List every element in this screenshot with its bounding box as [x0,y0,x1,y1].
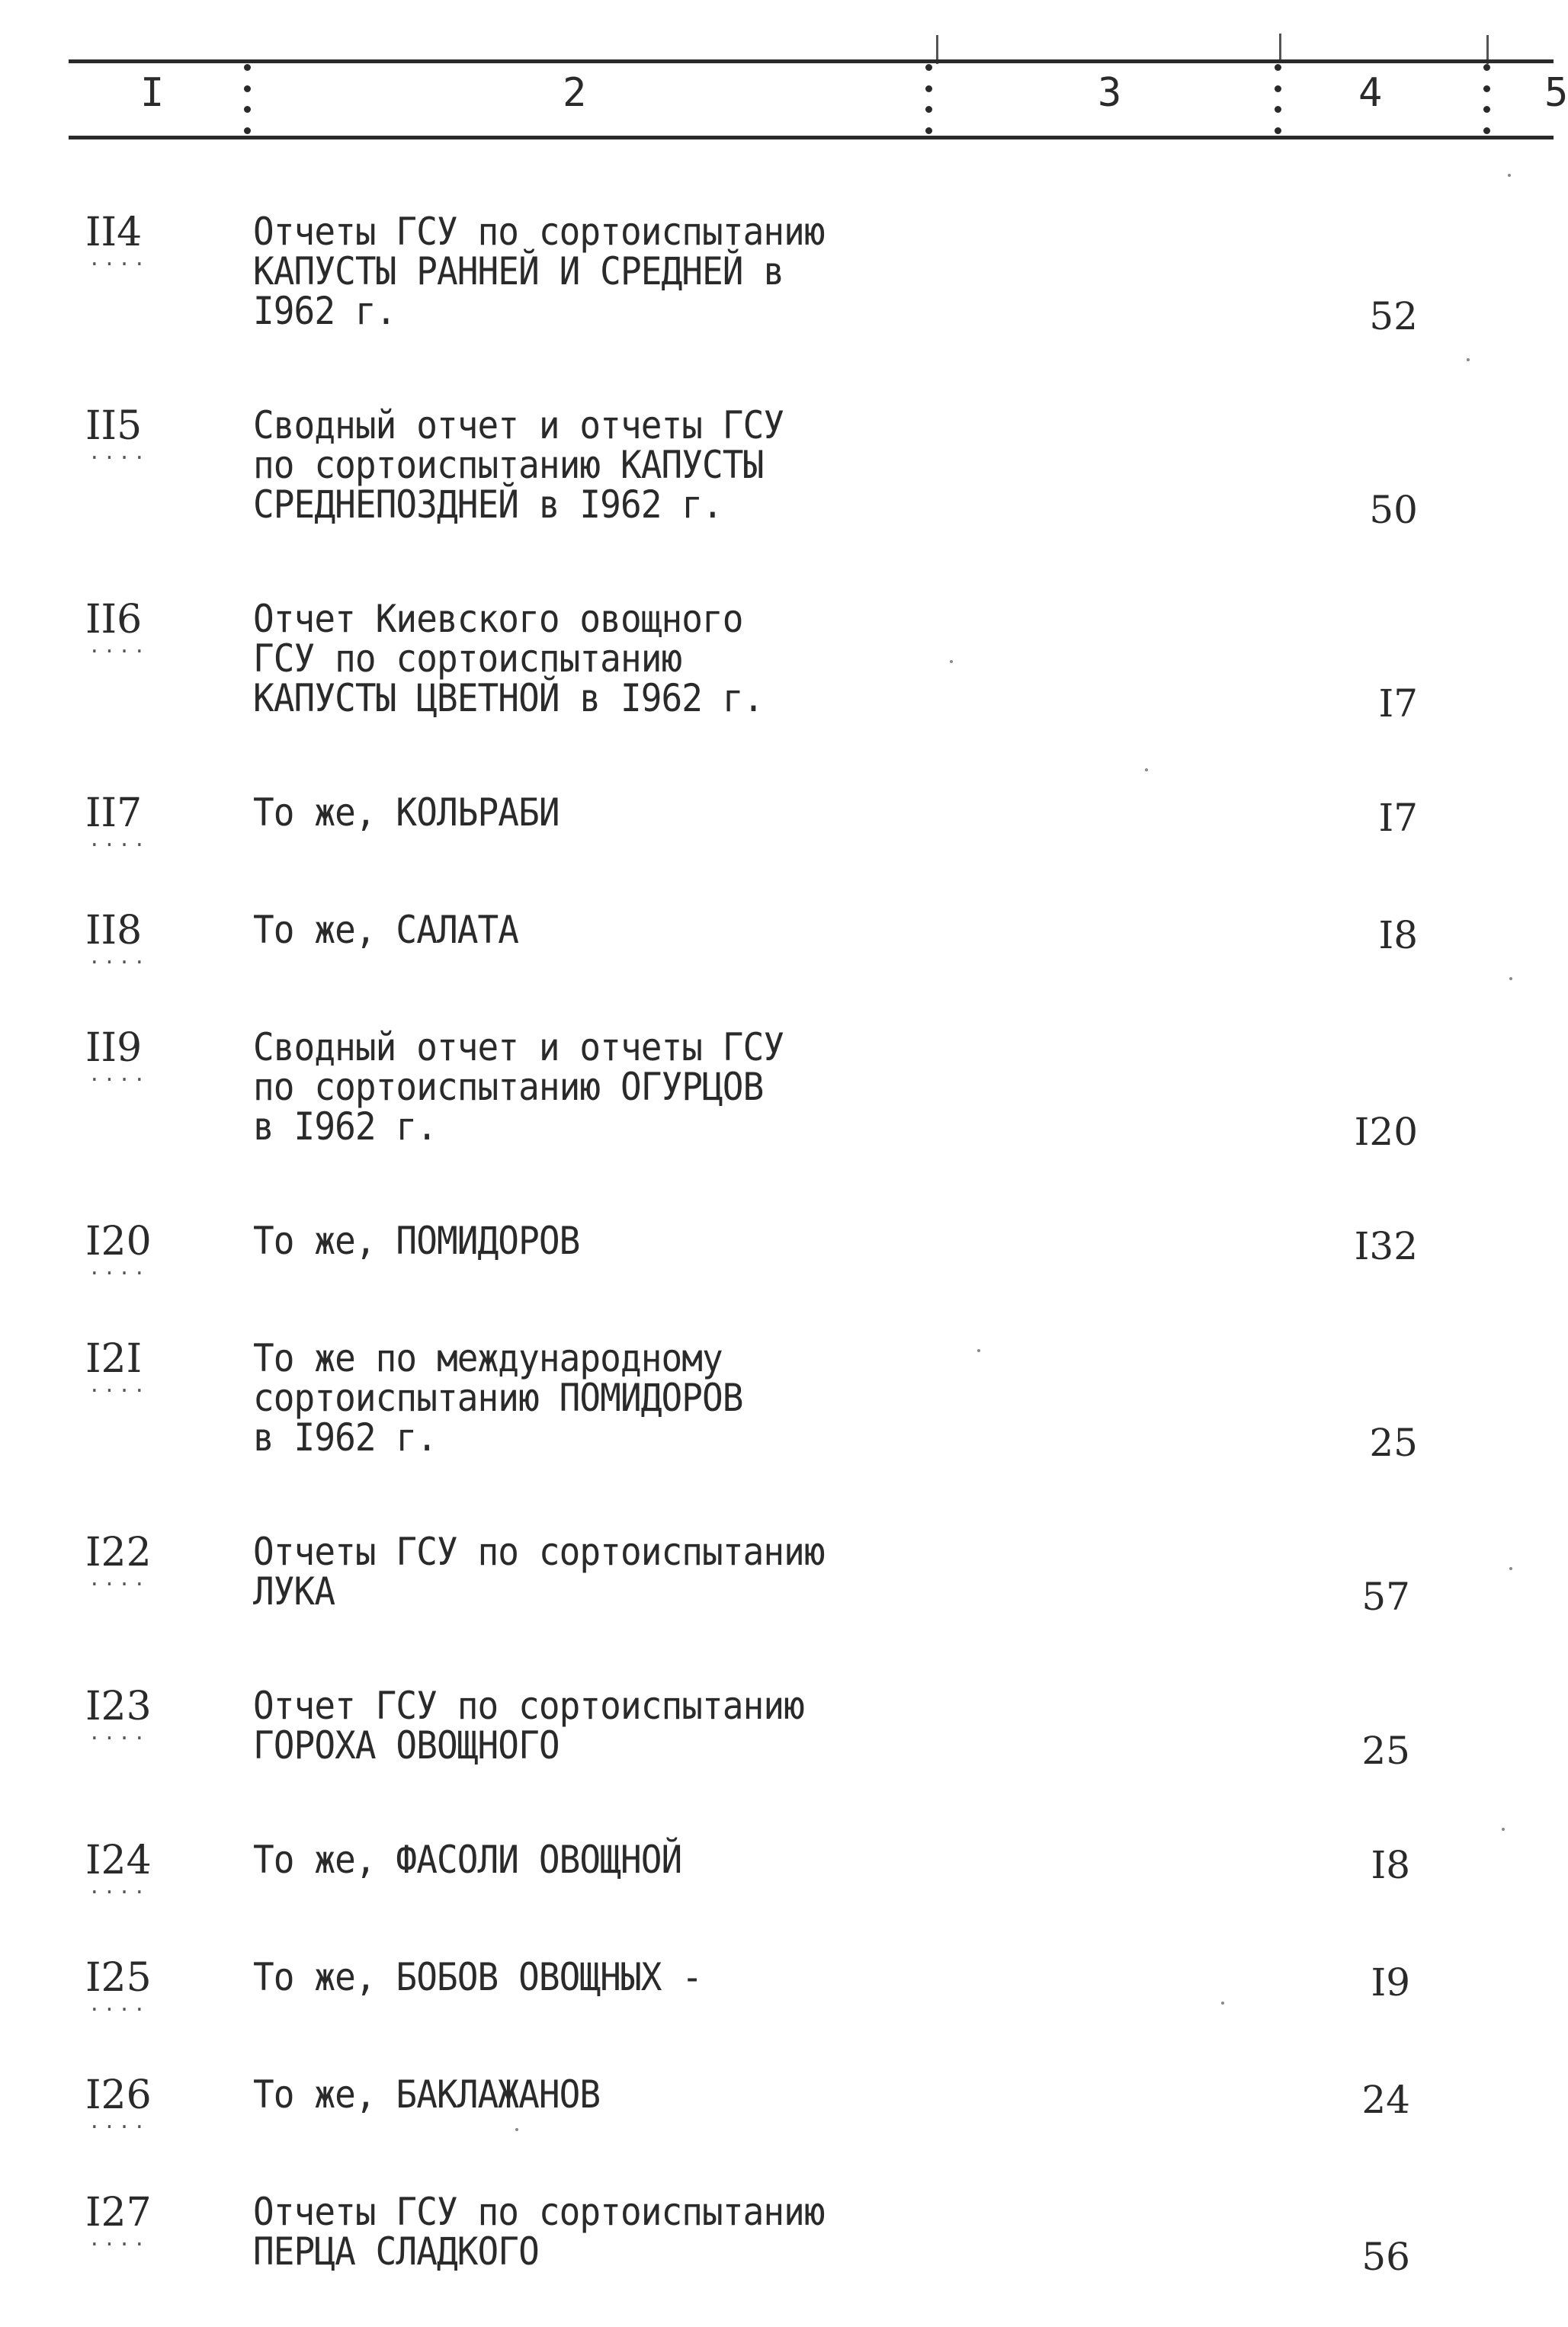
row-number: I22 [85,1530,152,1575]
row-title-line: КАПУСТЫ РАННЕЙ И СРЕДНЕЙ в [253,249,784,293]
row-page-count: I7 [1378,681,1418,726]
column-header-3: 3 [1098,70,1122,116]
row-title [253,910,919,950]
row-title-line: ГОРОХА ОВОЩНОГО [253,1723,560,1768]
column-header-4: 4 [1358,70,1383,116]
row-title-line: То же, КОЛЬРАБИ [253,790,560,835]
row-title-line: То же, САЛАТА [253,908,519,952]
row-title-line: по сортоиспытанию ОГУРЦОВ [253,1065,764,1109]
row-title-line: I962 г. [253,289,396,333]
row-title-line: То же, БОБОВ ОВОЩНЫХ - [253,1955,703,1999]
row-number-dots: ···· [88,951,149,974]
row-number: I25 [85,1955,152,2001]
row-title-line: Отчет ГСУ по сортоиспытанию [253,1684,804,1728]
row-page-count: 56 [1361,2235,1410,2279]
row-title [253,790,919,835]
row-title-line: в I962 г. [253,1104,437,1149]
row-title-line: в I962 г. [253,1415,437,1460]
row-title-line: То же, БАКЛАЖАНОВ [253,2072,601,2117]
row-title [253,403,919,527]
row-number-dots: ···· [88,1573,149,1596]
row-title [253,2190,919,2274]
column-separator [924,64,933,134]
row-number-dots: ···· [88,1881,149,1904]
row-page-count: 25 [1369,1421,1418,1465]
row-number: II6 [85,597,143,643]
row-page-count: 52 [1369,294,1418,338]
row-number-dots: ···· [88,447,149,470]
row-title-line: Сводный отчет и отчеты ГСУ [253,403,784,447]
row-number: II5 [85,403,143,449]
row-number: II8 [85,908,143,954]
column-separator [242,64,252,134]
column-tick [1279,34,1281,63]
row-title-line: ГСУ по сортоиспытанию [253,636,682,681]
row-page-count: I8 [1371,1843,1410,1887]
row-title-line: ПЕРЦА СЛАДКОГО [253,2229,539,2274]
row-title-line: То же, ФАСОЛИ ОВОЩНОЙ [253,1838,682,1882]
row-page-count: I20 [1354,1110,1418,1154]
row-page-count: 57 [1361,1575,1410,1619]
row-title [253,1957,919,1997]
row-title-line: То же по международному [253,1336,723,1380]
table-header-top-rule [69,59,1554,63]
row-number-dots: ···· [88,640,149,663]
row-title [253,2072,919,2117]
row-title-line: Отчет Киевского овощного [253,597,743,641]
row-title-line: КАПУСТЫ ЦВЕТНОЙ в I962 г. [253,676,764,720]
row-number: I2I [85,1336,143,1382]
row-title [253,1025,919,1149]
row-page-count: I8 [1378,913,1418,957]
row-number: II4 [85,210,143,255]
row-title-line: То же, ПОМИДОРОВ [253,1219,580,1263]
row-number-dots: ···· [88,1998,149,2021]
row-title-line: СРЕДНЕПОЗДНЕЙ в I962 г. [253,482,723,527]
row-page-count: 25 [1361,1729,1410,1773]
row-title [253,1840,919,1880]
row-number: I23 [85,1684,152,1729]
row-title-line: по сортоиспытанию КАПУСТЫ [253,443,764,487]
column-header-5: 5 [1544,70,1568,116]
row-number: II7 [85,790,143,836]
row-page-count: I9 [1371,1960,1410,2005]
column-header-2: 2 [563,70,587,116]
row-number: I27 [85,2190,152,2236]
row-number: I26 [85,2072,152,2118]
column-header-1: I [140,70,165,116]
row-title [253,1684,919,1768]
row-title-line: Отчеты ГСУ по сортоиспытанию [253,1530,825,1574]
row-title [253,212,919,331]
row-page-count: I7 [1378,796,1418,840]
row-title [253,1221,919,1261]
column-separator [1273,64,1282,134]
row-number-dots: ···· [88,1262,149,1285]
row-number: II9 [85,1025,143,1071]
row-number-dots: ···· [88,1380,149,1402]
row-number-dots: ···· [88,834,149,857]
row-title-line: сортоиспытанию ПОМИДОРОВ [253,1376,743,1420]
column-separator [1482,64,1491,134]
row-number-dots: ···· [88,1069,149,1091]
row-title-line: Сводный отчет и отчеты ГСУ [253,1025,784,1069]
row-number-dots: ···· [88,1727,149,1750]
table-header-bottom-rule [69,136,1554,139]
row-page-count: I32 [1354,1224,1418,1268]
row-title [253,599,919,718]
row-title [253,1530,919,1614]
row-title [253,1336,919,1460]
row-page-count: 50 [1369,488,1418,532]
row-number: I24 [85,1838,152,1883]
row-number-dots: ···· [88,253,149,276]
row-title-line: ЛУКА [253,1569,335,1614]
row-title-line: Отчеты ГСУ по сортоиспытанию [253,210,825,254]
row-number-dots: ···· [88,2233,149,2256]
row-number: I20 [85,1219,152,1264]
row-title-line: Отчеты ГСУ по сортоиспытанию [253,2190,825,2234]
row-number-dots: ···· [88,2116,149,2139]
row-page-count: 24 [1361,2078,1410,2122]
